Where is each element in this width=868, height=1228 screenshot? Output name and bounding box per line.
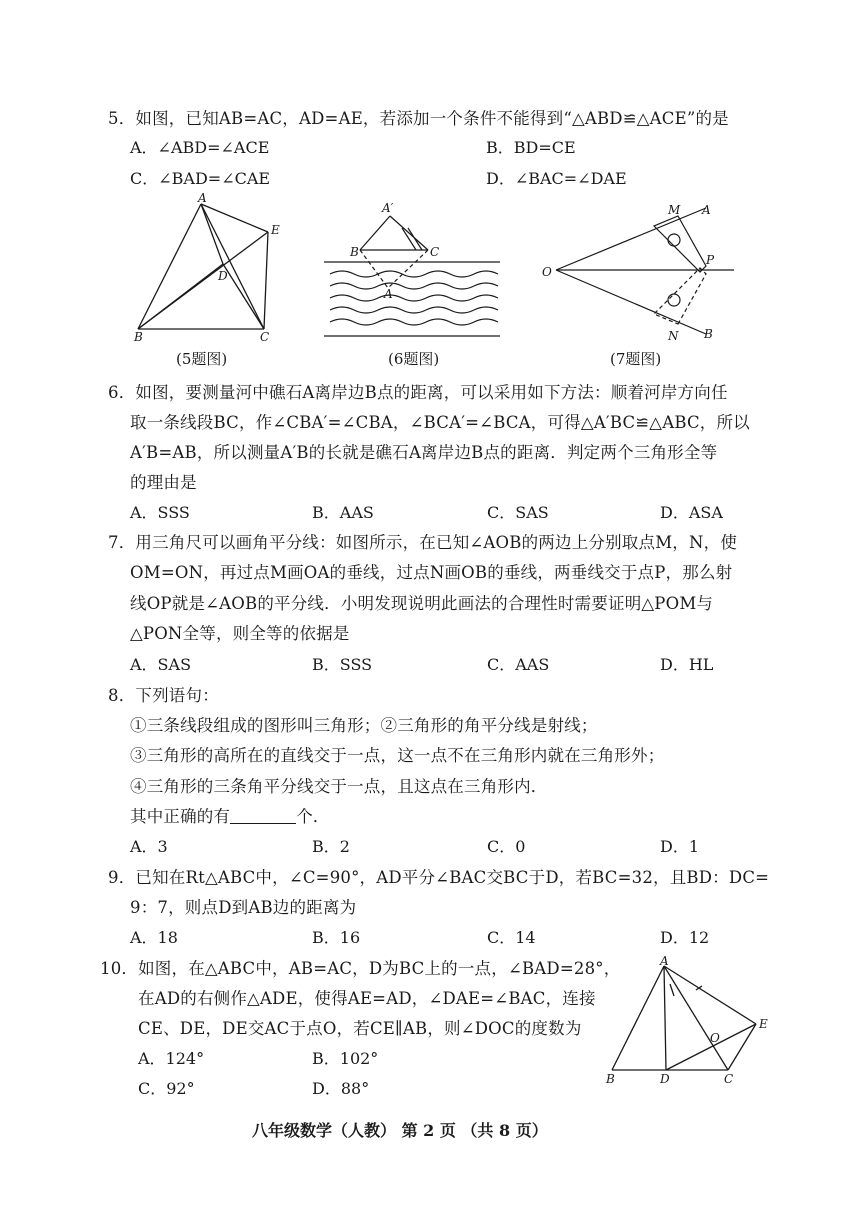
q8-item-2: ③三角形的高所在的直线交于一点，这一点不在三角形内就在三角形外； (130, 746, 665, 765)
q9-option-b: B．16 (312, 928, 361, 947)
caption-figure-6: (6题图) (388, 350, 440, 368)
q10-option-c: C．92° (138, 1079, 195, 1098)
figure-10 (600, 956, 772, 1090)
q7-option-a: A．SAS (130, 655, 192, 674)
q8-option-c: C．0 (487, 837, 526, 856)
fig5-label-c: C (260, 330, 270, 344)
fig5-label-d: D (218, 269, 228, 283)
q6-option-b: B．AAS (312, 503, 374, 522)
figure-5 (128, 192, 288, 344)
q10-line-3: CE、DE，DE交AC于点O，若CE∥AB，则∠DOC的度数为 (138, 1019, 582, 1038)
fig10-label-b: B (606, 1072, 615, 1086)
fig6-label-b: B (350, 245, 359, 259)
fig10-label-a: A (660, 956, 669, 968)
fig10-label-o: O (710, 1031, 720, 1045)
caption-figure-7: (7题图) (610, 350, 662, 368)
q6-line-1: 6．如图，要测量河中礁石A离岸边B点的距离，可以采用如下方法：顺着河岸方向任 (108, 383, 728, 402)
fig7-label-p: P (706, 253, 715, 267)
q8-stem: 8．下列语句： (108, 686, 219, 705)
q5-option-b: B．BD=CE (486, 138, 576, 157)
fig10-label-c: C (724, 1072, 734, 1086)
q7-line-4: △PON全等，则全等的依据是 (130, 624, 350, 643)
q7-line-2: OM=ON，再过点M画OA的垂线，过点N画OB的垂线，两垂线交于点P，那么射 (130, 563, 733, 582)
q6-line-3: A′B=AB，所以测量A′B的长就是礁石A离岸边B点的距离．判定两个三角形全等 (130, 443, 718, 462)
q8-item-3: ④三角形的三条角平分线交于一点，且这点在三角形内． (130, 777, 548, 796)
fig5-label-b: B (134, 330, 143, 344)
q8-option-d: D．1 (660, 837, 700, 856)
q7-line-3: 线OP就是∠AOB的平分线．小明发现说明此画法的合理性时需要证明△POM与 (130, 594, 714, 613)
fig6-label-a-prime: A′ (382, 201, 394, 215)
q5-option-c: C．∠BAD=∠CAE (130, 169, 271, 188)
q8-ask (130, 806, 330, 828)
q9-option-d: D．12 (660, 928, 710, 947)
q5-stem: 5．如图，已知AB=AC，AD=AE，若添加一个条件不能得到“△ABD≌△ACE”的是 (108, 109, 729, 128)
q6-option-d: D．ASA (660, 503, 723, 522)
fig7-label-a: A (702, 203, 711, 217)
q9-line-2: 9：7，则点D到AB边的距离为 (130, 898, 357, 917)
q10-line-2: 在AD的右侧作△ADE，使得AE=AD，∠DAE=∠BAC，连接 (138, 989, 596, 1008)
q6-option-c: C．SAS (487, 503, 549, 522)
q6-line-2: 取一条线段BC，作∠CBA′=∠CBA，∠BCA′=∠BCA，可得△A′BC≌△ABC，所以 (130, 413, 750, 432)
figure-6 (320, 198, 504, 344)
q5-option-a: A．∠ABD=∠ACE (130, 138, 270, 157)
q5-option-d: D．∠BAC=∠DAE (486, 169, 627, 188)
q9-option-a: A．18 (130, 928, 178, 947)
fig5-label-a: A (198, 192, 207, 205)
fig6-label-c: C (430, 245, 440, 259)
fig5-label-e: E (271, 223, 280, 237)
page-footer: 八年级数学（人教） 第 2 页 （共 8 页） (252, 1121, 548, 1140)
fig10-label-e: E (759, 1017, 768, 1031)
q9-option-c: C．14 (487, 928, 536, 947)
q8-ask-prefix: 其中正确的有 (130, 807, 231, 826)
q10-option-d: D．88° (312, 1079, 370, 1098)
answer-blank (230, 807, 296, 824)
q7-line-1: 7．用三角尺可以画角平分线：如图所示，在已知∠AOB的两边上分别取点M，N，使 (108, 533, 738, 552)
q10-line-1: 10．如图，在△ABC中，AB=AC，D为BC上的一点，∠BAD=28°， (100, 959, 621, 978)
q8-option-b: B．2 (312, 837, 350, 856)
caption-figure-5: (5题图) (176, 350, 228, 368)
q9-line-1: 9．已知在Rt△ABC中，∠C=90°，AD平分∠BAC交BC于D，若BC=32，且BD：DC= (108, 868, 770, 887)
q10-option-b: B．102° (312, 1049, 379, 1068)
fig7-label-n: N (668, 329, 679, 343)
q8-ask-suffix: 个． (296, 807, 330, 826)
q6-option-a: A．SSS (130, 503, 190, 522)
q8-option-a: A．3 (130, 837, 168, 856)
q10-option-a: A．124° (138, 1049, 205, 1068)
fig7-label-b: B (704, 327, 713, 341)
q7-option-b: B．SSS (312, 655, 373, 674)
q8-item-1: ①三条线段组成的图形叫三角形；②三角形的角平分线是射线； (130, 716, 598, 735)
fig7-label-m: M (668, 203, 681, 217)
fig6-label-a: A (384, 287, 393, 301)
fig10-label-d: D (660, 1072, 670, 1086)
q7-option-d: D．HL (660, 655, 714, 674)
figure-7 (536, 198, 740, 344)
fig7-label-o: O (542, 265, 552, 279)
q7-option-c: C．AAS (487, 655, 550, 674)
q6-line-4: 的理由是 (130, 473, 197, 492)
